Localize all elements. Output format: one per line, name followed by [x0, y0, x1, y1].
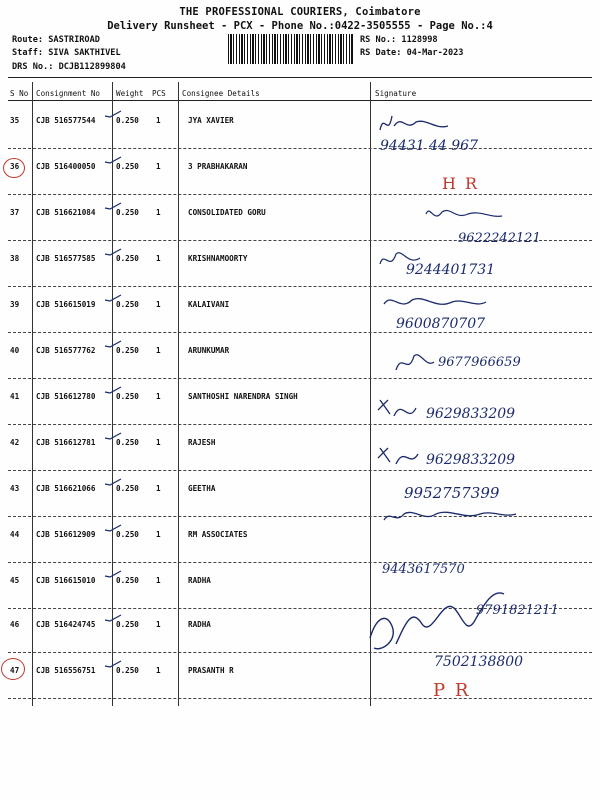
cell-weight: 0.250: [116, 666, 139, 675]
cell-consignment-no: CJB 516615019: [36, 300, 96, 309]
signature-scribble: [376, 108, 546, 153]
cell-consignment-no: CJB 516424745: [36, 620, 96, 629]
cell-consignment-no: CJB 516400050: [36, 162, 96, 171]
cell-sno: 46: [10, 620, 20, 629]
annotation-circle: [3, 158, 25, 178]
cell-consignee: GEETHA: [188, 484, 216, 493]
cell-weight: 0.250: [116, 576, 139, 585]
column-header-divider: [8, 100, 592, 101]
signature-scribble: [380, 553, 580, 581]
column-divider: [32, 82, 33, 706]
cell-consignee: SANTHOSHI NARENDRA SINGH: [188, 392, 298, 401]
handwritten-annotation: H R: [442, 174, 480, 193]
cell-weight: 0.250: [116, 484, 139, 493]
cell-consignment-no: CJB 516621066: [36, 484, 96, 493]
cell-consignee: JYA XAVIER: [188, 116, 234, 125]
cell-consignment-no: CJB 516556751: [36, 666, 96, 675]
cell-consignee: ARUNKUMAR: [188, 346, 230, 355]
cell-weight: 0.250: [116, 438, 139, 447]
cell-pcs: 1: [156, 530, 161, 539]
cell-pcs: 1: [156, 666, 161, 675]
checkmark-icon: [104, 156, 122, 164]
drs-number: DRS No.: DCJB112899804: [12, 62, 126, 72]
cell-consignee: CONSOLIDATED GORU: [188, 208, 266, 217]
route-label: Route: SASTRIROAD: [12, 35, 100, 45]
signature-scribble: [392, 344, 562, 380]
column-header-signature: Signature: [375, 89, 417, 98]
cell-consignee: KRISHNAMOORTY: [188, 254, 248, 263]
cell-weight: 0.250: [116, 530, 139, 539]
cell-consignment-no: CJB 516612909: [36, 530, 96, 539]
cell-pcs: 1: [156, 392, 161, 401]
checkmark-icon: [104, 570, 122, 578]
document-subtitle: Delivery Runsheet - PCX - Phone No.:0422-3505555 - Page No.:4: [107, 20, 493, 32]
signature-phone: 9244401731: [406, 262, 496, 278]
cell-consignment-no: CJB 516577544: [36, 116, 96, 125]
cell-sno: 40: [10, 346, 20, 355]
signature-phone: 9791821211: [476, 603, 559, 618]
cell-consignment-no: CJB 516615010: [36, 576, 96, 585]
checkmark-icon: [104, 110, 122, 118]
checkmark-icon: [104, 478, 122, 486]
signature-phone: 9629833209: [426, 452, 516, 468]
cell-weight: 0.250: [116, 300, 139, 309]
signature-phone: 7502138800: [434, 654, 524, 670]
cell-consignment-no: CJB 516577762: [36, 346, 96, 355]
cell-sno: 39: [10, 300, 20, 309]
signature-scribble: [362, 578, 592, 668]
cell-sno: 41: [10, 392, 20, 401]
barcode-image: [228, 34, 354, 64]
handwritten-annotation: P R: [433, 680, 471, 701]
signature-phone: 9443617570: [382, 562, 465, 577]
signature-scribble: [378, 290, 548, 334]
cell-consignment-no: CJB 516577585: [36, 254, 96, 263]
annotation-circle: [1, 658, 25, 680]
column-divider: [178, 82, 179, 706]
checkmark-icon: [104, 340, 122, 348]
rs-number: RS No.: 1128998: [360, 35, 438, 45]
document-title: THE PROFESSIONAL COURIERS, Coimbatore: [179, 6, 421, 18]
cell-consignee: RAJESH: [188, 438, 216, 447]
cell-pcs: 1: [156, 576, 161, 585]
checkmark-icon: [104, 614, 122, 622]
row-divider: [8, 698, 592, 699]
checkmark-icon: [104, 248, 122, 256]
cell-sno: 43: [10, 484, 20, 493]
cell-consignee: RADHA: [188, 620, 211, 629]
cell-pcs: 1: [156, 300, 161, 309]
signature-phone: 9952757399: [404, 484, 500, 502]
signature-scribble: [380, 480, 560, 528]
cell-consignee: RM ASSOCIATES: [188, 530, 248, 539]
cell-consignee: 3 PRABHAKARAN: [188, 162, 248, 171]
column-divider: [112, 82, 113, 706]
signature-scribble: [374, 440, 554, 476]
signature-phone: 9600870707: [396, 316, 486, 332]
cell-pcs: 1: [156, 208, 161, 217]
cell-pcs: 1: [156, 620, 161, 629]
cell-consignee: KALAIVANI: [188, 300, 230, 309]
cell-pcs: 1: [156, 346, 161, 355]
column-header-consignee: Consignee Details: [182, 89, 260, 98]
cell-consignment-no: CJB 516621084: [36, 208, 96, 217]
cell-weight: 0.250: [116, 392, 139, 401]
signature-phone: 9622242121: [458, 231, 541, 246]
signature-phone: 9629833209: [426, 406, 516, 422]
signature-phone: 94431 44 967: [380, 138, 478, 154]
cell-weight: 0.250: [116, 162, 139, 171]
header-divider: [8, 77, 592, 78]
cell-consignee: RADHA: [188, 576, 211, 585]
cell-sno: 38: [10, 254, 20, 263]
cell-sno: 42: [10, 438, 20, 447]
cell-pcs: 1: [156, 116, 161, 125]
cell-weight: 0.250: [116, 254, 139, 263]
column-header-pcs: PCS: [152, 89, 166, 98]
checkmark-icon: [104, 432, 122, 440]
column-header-sno: S No: [10, 89, 29, 98]
cell-sno: 47: [10, 666, 20, 675]
cell-pcs: 1: [156, 438, 161, 447]
cell-weight: 0.250: [116, 346, 139, 355]
checkmark-icon: [104, 386, 122, 394]
cell-weight: 0.250: [116, 116, 139, 125]
cell-weight: 0.250: [116, 208, 139, 217]
checkmark-icon: [104, 524, 122, 532]
cell-sno: 45: [10, 576, 20, 585]
signature-scribble: [420, 202, 580, 247]
cell-pcs: 1: [156, 484, 161, 493]
cell-consignment-no: CJB 516612781: [36, 438, 96, 447]
signature-phone: 9677966659: [438, 355, 521, 370]
cell-pcs: 1: [156, 162, 161, 171]
signature-scribble: [374, 394, 554, 430]
checkmark-icon: [104, 294, 122, 302]
rs-date: RS Date: 04-Mar-2023: [360, 48, 464, 58]
cell-sno: 44: [10, 530, 20, 539]
cell-sno: 37: [10, 208, 20, 217]
row-divider: [8, 194, 592, 195]
signature-scribble: [376, 244, 546, 288]
cell-consignment-no: CJB 516612780: [36, 392, 96, 401]
checkmark-icon: [104, 660, 122, 668]
cell-pcs: 1: [156, 254, 161, 263]
cell-sno: 35: [10, 116, 20, 125]
column-header-weight: Weight: [116, 89, 144, 98]
column-header-consignment: Consignment No: [36, 89, 101, 98]
staff-label: Staff: SIVA SAKTHIVEL: [12, 48, 121, 58]
cell-sno: 36: [10, 162, 20, 171]
cell-weight: 0.250: [116, 620, 139, 629]
checkmark-icon: [104, 202, 122, 210]
cell-consignee: PRASANTH R: [188, 666, 234, 675]
